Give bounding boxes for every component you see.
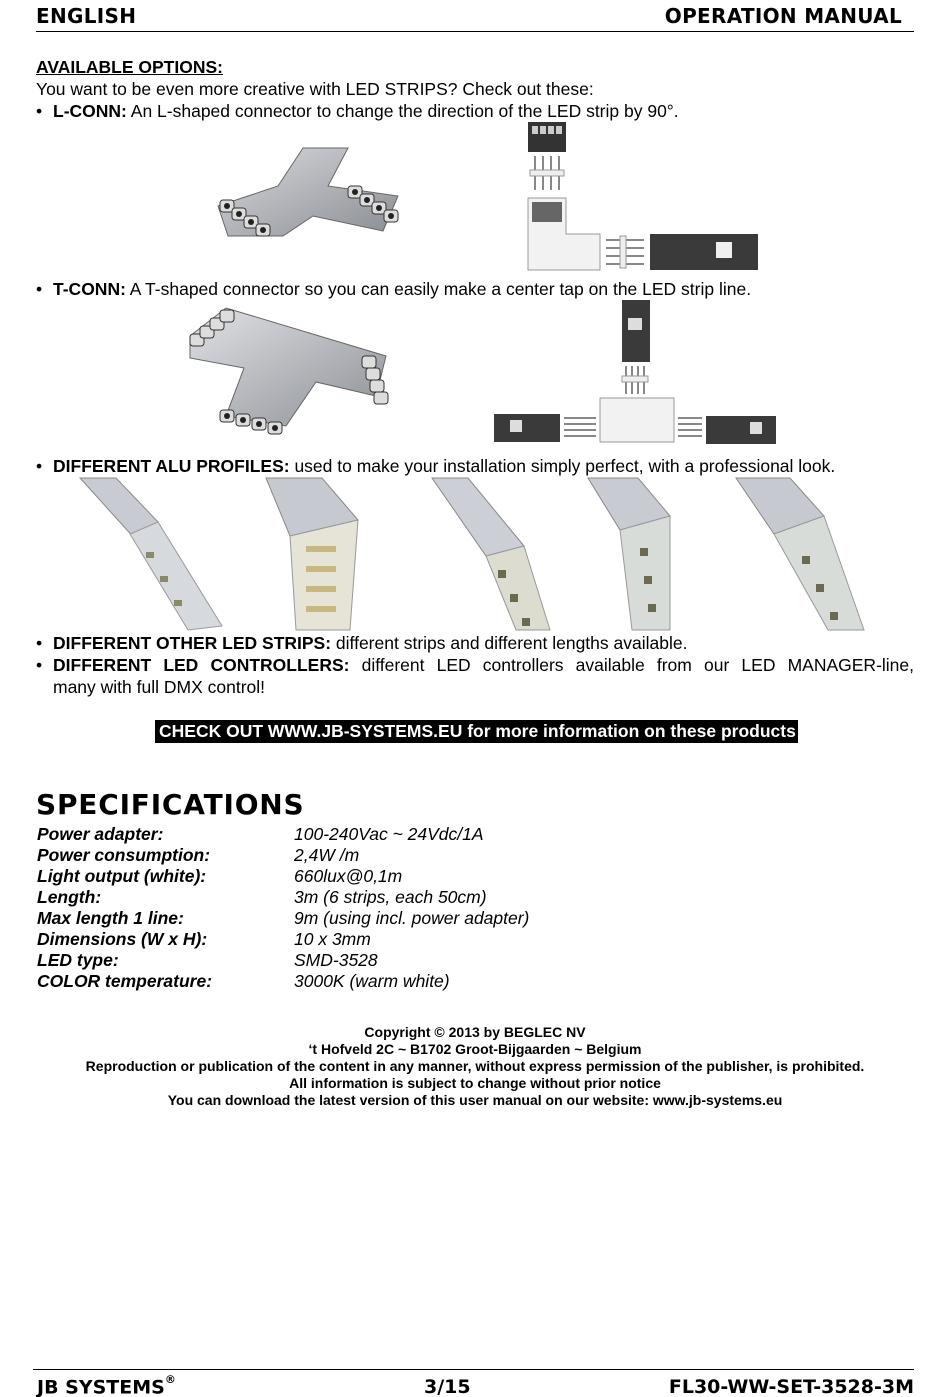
t-conn-block — [36, 278, 914, 300]
spec-label: Dimensions (W x H): — [37, 929, 208, 949]
option-name: DIFFERENT OTHER LED STRIPS: — [53, 633, 332, 653]
t-conn-photo — [186, 306, 400, 436]
option-name: DIFFERENT ALU PROFILES: — [53, 456, 290, 476]
alu-profile-photo-2 — [262, 476, 362, 632]
header-language: ENGLISH — [36, 4, 137, 28]
option-text: A T-shaped connector so you can easily make a center tap on the LED strip line. — [125, 279, 752, 299]
option-text-continued: many with full DMX control! — [53, 677, 266, 697]
spec-label: Max length 1 line: — [37, 908, 184, 928]
reproduction-notice: Reproduction or publication of the content in any manner, without express permission of the publisher, is prohibited. — [85, 1058, 865, 1074]
spec-label: COLOR temperature: — [37, 971, 213, 991]
option-l-conn — [36, 100, 914, 122]
spec-row — [37, 971, 529, 992]
option-name: L-CONN: — [53, 101, 127, 121]
spec-value: 10 x 3mm — [294, 929, 371, 949]
spec-row — [37, 824, 529, 845]
copyright-line: Copyright © 2013 by BEGLEC NV — [364, 1024, 586, 1040]
alu-profile-photo-5 — [732, 476, 866, 632]
alu-profile-photo-1 — [76, 476, 226, 632]
spec-label: Light output (white): — [37, 866, 207, 886]
l-conn-photo — [208, 146, 408, 246]
option-text: An L-shaped connector to change the direction of the LED strip by 90°. — [126, 101, 679, 121]
page-footer — [33, 1369, 914, 1397]
copyright-block — [36, 1024, 914, 1109]
spec-row — [37, 950, 529, 971]
option-text: used to make your installation simply perfect, with a professional look. — [289, 456, 836, 476]
alu-profile-photo-3 — [428, 476, 554, 632]
spec-label: Power adapter: — [37, 824, 164, 844]
spec-row — [37, 845, 529, 866]
page-header — [36, 2, 914, 32]
spec-value: 3000K (warm white) — [294, 971, 450, 991]
spec-row — [37, 866, 529, 887]
spec-label: Length: — [37, 887, 102, 907]
option-led-controllers — [36, 654, 914, 698]
option-t-conn — [36, 278, 914, 300]
specifications-title: SPECIFICATIONS — [36, 788, 305, 821]
spec-row — [37, 887, 529, 908]
registered-mark: ® — [164, 1373, 176, 1386]
spec-row — [37, 929, 529, 950]
spec-label: Power consumption: — [37, 845, 211, 865]
spec-row — [37, 908, 529, 929]
option-name: DIFFERENT LED CONTROLLERS: — [53, 655, 350, 675]
change-notice: All information is subject to change without prior notice — [289, 1075, 661, 1091]
alu-profile-photo-4 — [586, 476, 686, 632]
spec-value: 2,4W /m — [294, 845, 360, 865]
l-conn-assembly-photo — [526, 122, 760, 272]
check-out-banner: CHECK OUT WWW.JB-SYSTEMS.EU for more information on these products — [155, 720, 798, 743]
alu-profiles-block — [36, 455, 914, 477]
spec-value: 660lux@0,1m — [294, 866, 403, 886]
specifications-table — [37, 824, 529, 992]
strips-controllers-block — [36, 632, 914, 698]
model-number: FL30-WW-SET-3528-3M — [668, 1376, 914, 1397]
option-led-strips — [36, 632, 914, 654]
page-number: 3/15 — [424, 1376, 471, 1397]
spec-label: LED type: — [37, 950, 119, 970]
spec-value: SMD-3528 — [294, 950, 378, 970]
option-text: different LED controllers available from our LED MANAGER-line, — [349, 655, 914, 675]
option-alu-profiles — [36, 455, 914, 477]
available-options-section — [36, 56, 914, 122]
spec-value: 9m (using incl. power adapter) — [294, 908, 530, 928]
spec-value: 3m (6 strips, each 50cm) — [294, 887, 487, 907]
option-text: different strips and different lengths available. — [331, 633, 688, 653]
header-doc-type: OPERATION MANUAL — [664, 4, 902, 28]
option-name: T-CONN: — [53, 279, 126, 299]
options-intro: You want to be even more creative with LED STRIPS? Check out these: — [36, 79, 594, 99]
address-line: ‘t Hofveld 2C ~ B1702 Groot-Bijgaarden ~ Belgium — [308, 1041, 642, 1057]
spec-value: 100-240Vac ~ 24Vdc/1A — [294, 824, 484, 844]
t-conn-assembly-photo — [494, 298, 778, 446]
footer-brand — [37, 1373, 176, 1397]
options-title: AVAILABLE OPTIONS: — [36, 57, 223, 77]
download-notice: You can download the latest version of this user manual on our website: www.jb-systems.eu — [167, 1092, 783, 1108]
brand-name: JB SYSTEMS — [37, 1376, 165, 1397]
